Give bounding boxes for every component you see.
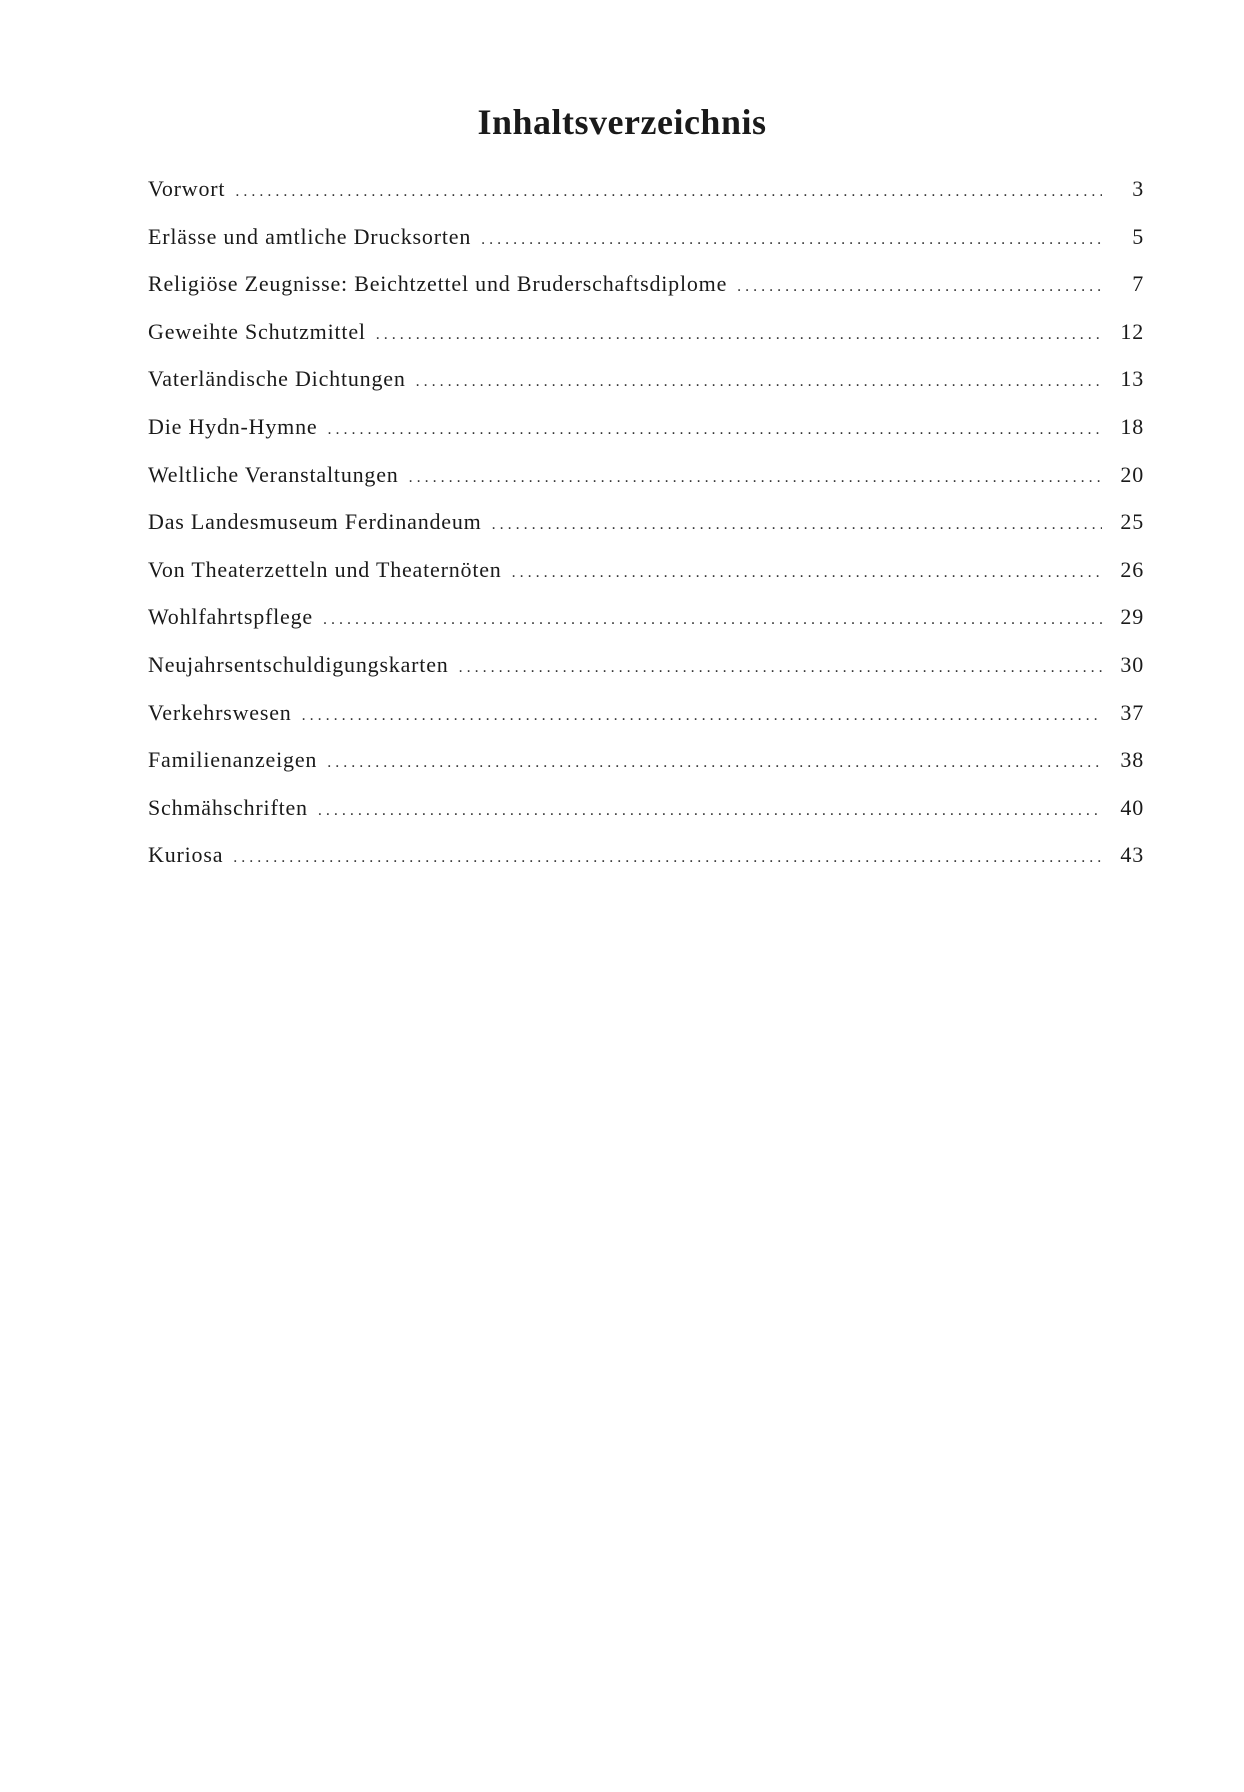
toc-entry-page-number: 37 [1120,699,1144,725]
toc-entry-page-number: 12 [1120,318,1144,344]
toc-entry-schmaehschriften [148,793,1144,841]
toc-entry-page-number: 26 [1120,556,1144,582]
dot-leader [737,272,1102,302]
dot-leader [492,510,1102,540]
dot-leader [323,605,1102,635]
dot-leader [233,843,1102,873]
toc-entry-page-number: 38 [1120,747,1144,773]
dot-leader [481,225,1102,255]
toc-entry-page-number: 43 [1120,842,1144,868]
toc-entry-hydn-hymne [148,412,1144,460]
toc-entry-label: Erlässe und amtliche Drucksorten [148,223,472,249]
toc-entry-label: Neujahrsentschuldigungskarten [148,651,449,677]
toc-entry-label: Kuriosa [148,842,224,868]
toc-entry-vaterlaendische-dichtungen [148,364,1144,412]
dot-leader [318,796,1102,826]
toc-entry-label: Wohlfahrtspflege [148,604,313,630]
toc-entry-weltliche-veranstaltungen [148,460,1144,508]
toc-entry-label: Von Theaterzetteln und Theaternöten [148,556,502,582]
toc-entry-verkehrswesen [148,698,1144,746]
toc-entry-kuriosa [148,840,1144,888]
toc-entry-page-number: 13 [1120,366,1144,392]
toc-entry-label: Vorwort [148,176,226,201]
toc-entry-label: Geweihte Schutzmittel [148,318,366,344]
dot-leader [235,177,1102,207]
toc-entry-familienanzeigen [148,745,1144,793]
toc-entry-label: Weltliche Veranstaltungen [148,461,399,487]
toc-entry-label: Das Landesmuseum Ferdinandeum [148,509,482,535]
toc-entry-page-number: 25 [1120,509,1144,535]
toc-entry-page-number: 5 [1132,223,1144,249]
toc-entry-page-number: 7 [1132,271,1144,297]
dot-leader [409,463,1102,493]
toc-entry-vorwort [148,174,1144,222]
toc-entry-wohlfahrtspflege [148,602,1144,650]
toc-entry-page-number: 40 [1120,794,1144,820]
dot-leader [327,415,1102,445]
toc-entry-label: Vaterländische Dichtungen [148,366,406,392]
table-of-contents [148,174,1144,888]
toc-entry-label: Familienanzeigen [148,747,318,773]
toc-entry-theaterzetteln [148,555,1144,603]
toc-entry-page-number: 18 [1120,413,1144,439]
toc-entry-label: Religiöse Zeugnisse: Beichtzettel und Bruderschaftsdiplome [148,271,728,297]
dot-leader [512,558,1102,588]
dot-leader [376,320,1102,350]
toc-entry-label: Die Hydn-Hymne [148,413,318,439]
dot-leader [302,701,1102,731]
toc-entry-label: Schmähschriften [148,794,308,820]
toc-entry-page-number: 30 [1120,651,1144,677]
toc-entry-page-number: 29 [1120,604,1144,630]
toc-entry-erlaesse [148,222,1144,270]
dot-leader [327,748,1102,778]
toc-entry-neujahrsentschuldigungskarten [148,650,1144,698]
toc-entry-religioese-zeugnisse [148,269,1144,317]
toc-entry-geweihte-schutzmittel [148,317,1144,365]
toc-entry-page-number: 3 [1132,176,1144,201]
dot-leader [416,367,1102,397]
page-title: Inhaltsverzeichnis [477,102,767,142]
toc-entry-label: Verkehrswesen [148,699,292,725]
dot-leader [459,653,1102,683]
toc-entry-landesmuseum-ferdinandeum [148,507,1144,555]
toc-entry-page-number: 20 [1120,461,1144,487]
